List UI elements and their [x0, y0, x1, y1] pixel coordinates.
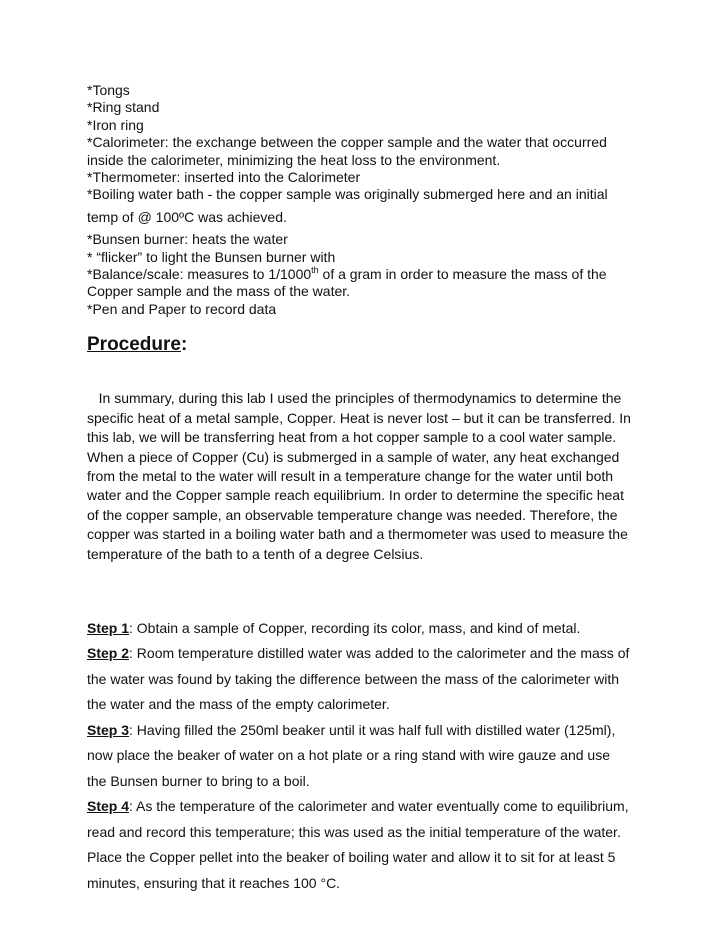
step-2 [87, 641, 647, 667]
procedure-steps [87, 616, 647, 897]
step-4-text: : As the temperature of the calorimeter and water eventually come to equilibrium, [129, 798, 629, 815]
summary-line: In summary, during this lab I used the principles of thermodynamics to determine the [87, 390, 622, 407]
step-3-cont: now place the beaker of water on a hot plate or a ring stand with wire gauze and use [87, 747, 610, 764]
procedure-heading [87, 333, 647, 357]
materials-item-calorimeter-cont: inside the calorimeter, minimizing the heat loss to the environment. [87, 151, 501, 168]
step-3-text: : Having filled the 250ml beaker until it was half full with distilled water (125ml), [129, 721, 616, 738]
balance-superscript: th [311, 265, 319, 276]
procedure-summary [87, 357, 647, 596]
procedure-heading-word: Procedure [87, 334, 181, 356]
materials-item-balance [87, 266, 647, 283]
step-2-cont: the water was found by taking the difference between the mass of the calorimeter with [87, 670, 620, 687]
step-3-cont: the Bunsen burner to bring to a boil. [87, 772, 310, 789]
step-4-cont: Place the Copper pellet into the beaker of boiling water and allow it to sit for at least 5 [87, 849, 616, 866]
materials-item-tongs: *Tongs [87, 82, 130, 98]
materials-list [87, 82, 647, 318]
summary-line: this lab, we will be transferring heat from a hot copper sample to a cool water sample. [87, 429, 617, 446]
summary-line: specific heat of a metal sample, Copper. Heat is never lost – but it can be transferred. In [87, 409, 631, 426]
step-1-label: Step 1 [87, 619, 130, 636]
materials-item-flicker: * “flicker” to light the Bunsen burner with [87, 248, 336, 265]
materials-item-ring-stand: *Ring stand [87, 99, 160, 116]
materials-item-bunsen-burner: *Bunsen burner: heats the water [87, 231, 288, 248]
document-page [87, 82, 647, 896]
step-3-label: Step 3 [87, 721, 130, 738]
summary-line: copper was started in a boiling water bath and a thermometer was used to measure the [87, 526, 628, 543]
step-1 [87, 616, 647, 642]
step-2-label: Step 2 [87, 645, 130, 662]
step-4-label: Step 4 [87, 798, 130, 815]
materials-item-calorimeter: *Calorimeter: the exchange between the copper sample and the water that occurred [87, 134, 607, 151]
step-2-cont: the water and the mass of the empty calorimeter. [87, 696, 390, 713]
procedure-heading-colon: : [180, 334, 188, 356]
step-1-text: : Obtain a sample of Copper, recording its color, mass, and kind of metal. [129, 619, 581, 636]
step-4 [87, 794, 647, 820]
summary-line: of the copper sample, an observable temperature change was needed. Therefore, the [87, 506, 618, 523]
summary-line: When a piece of Copper (Cu) is submerged in a sample of water, any heat exchanged [87, 448, 620, 465]
step-4-cont: minutes, ensuring that it reaches 100 °C. [87, 874, 341, 891]
balance-text-a: *Balance/scale: measures to 1/1000 [87, 266, 312, 283]
step-4-cont: read and record this temperature; this was used as the initial temperature of the water. [87, 823, 621, 840]
materials-item-boiling-bath: *Boiling water bath - the copper sample was originally submerged here and an initial [87, 186, 608, 203]
materials-item-iron-ring: *Iron ring [87, 116, 144, 133]
summary-line: temperature of the bath to a tenth of a degree Celsius. [87, 545, 424, 562]
summary-line: water and the Copper sample reach equilibrium. In order to determine the specific heat [87, 487, 624, 504]
materials-item-boiling-bath-cont: temp of @ 100ºC was achieved. [87, 208, 287, 225]
materials-item-balance-cont: Copper sample and the mass of the water. [87, 283, 351, 300]
step-2-text: : Room temperature distilled water was added to the calorimeter and the mass of [129, 645, 630, 662]
summary-line: from the metal to the water will result in a temperature change for the water until both [87, 467, 614, 484]
materials-item-thermometer: *Thermometer: inserted into the Calorimeter [87, 169, 361, 186]
materials-item-pen-paper: *Pen and Paper to record data [87, 300, 277, 317]
step-3 [87, 718, 647, 744]
balance-text-b: of a gram in order to measure the mass of the [318, 266, 607, 283]
